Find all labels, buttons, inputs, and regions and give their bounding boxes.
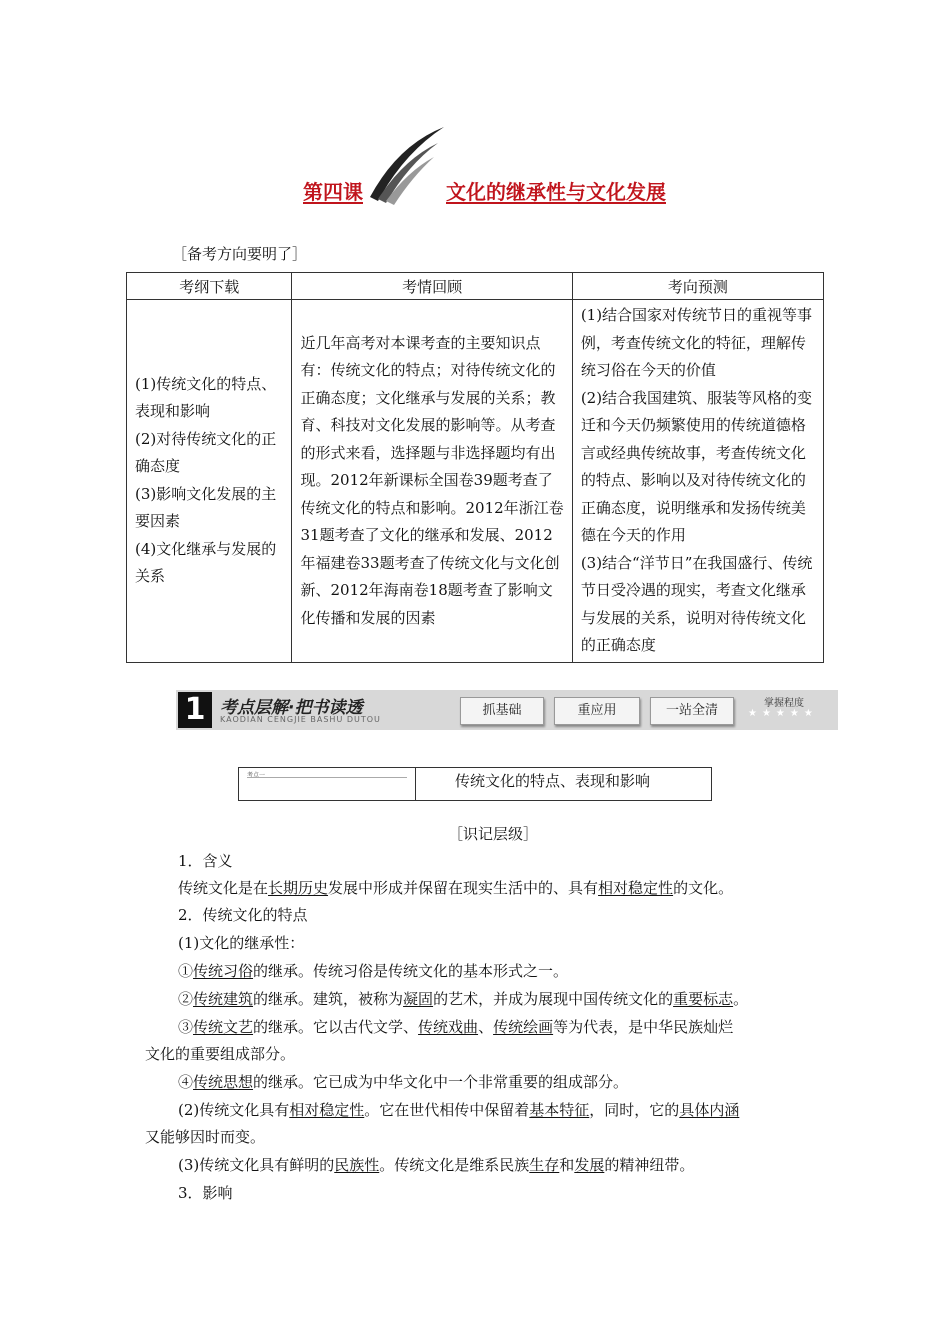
section-1-title: 1．含义: [178, 852, 233, 870]
syllabus-item: (2)对待传统文化的正确态度: [135, 429, 277, 476]
lesson-topic: 文化的继承性与文化发展: [446, 180, 666, 204]
review-cell: 近几年高考对本课考查的主要知识点有：传统文化的特点；对待传统文化的正确态度；文化继承与发展的关系；教育、科技对文化发展的影响等。从考查的形式来看，选择题与非选择题均有出现。2012年新课标全国卷39题考查了传统文化的特点和影响。2012年浙江卷31题考查了文化的继承和发展、2012年福建卷33题考查了传统文化与文化创新、2012年海南卷18题考查了影响文化传播和发展的因素: [292, 300, 572, 663]
header-review: 考情回顾: [292, 273, 572, 300]
point-customs: ①传统习俗的继承。传统习俗是传统文化的基本形式之一。: [178, 962, 569, 980]
header-forecast: 考向预测: [572, 273, 823, 300]
grasp-basics-button[interactable]: 抓基础: [460, 697, 544, 725]
point-architecture: ②传统建筑的继承。建筑，被称为凝固的艺术，并成为展现中国传统文化的重要标志。: [178, 990, 749, 1008]
syllabus-item: (3)影响文化发展的主要因素: [135, 484, 277, 531]
forecast-item: (3)结合“洋节日”在我国盛行、传统节日受冷遇的现实，考查文化继承与发展的关系，说明对待传统文化的正确态度: [580, 553, 813, 654]
point-stability-cont: 又能够因时而变。: [145, 1128, 266, 1146]
section-number: 1: [178, 692, 212, 728]
kp-number: 考点一: [247, 772, 266, 779]
section-2-title: 2．传统文化的特点: [178, 906, 308, 924]
forecast-item: (2)结合我国建筑、服装等风格的变迁和今天仍频繁使用的传统道德格言或经典传统故事，考查传统文化的特点、影响以及对待传统文化的正确态度，说明继承和发扬传统美德在今天的作用: [580, 388, 813, 544]
banner-subtitle: KAODIAN CENGJIE BASHU DUTOU: [220, 715, 381, 724]
point-arts-cont: 文化的重要组成部分。: [145, 1045, 296, 1063]
lesson-number: 第四课: [303, 180, 363, 204]
syllabus-item: (1)传统文化的特点、表现和影响: [135, 374, 277, 421]
lesson-title: [0, 170, 950, 210]
kp-title: 传统文化的特点、表现和影响: [455, 772, 651, 790]
section-3-title: 3．影响: [178, 1184, 233, 1202]
prep-label: ［备考方向要明了］: [172, 245, 308, 263]
syllabus-item: (4)文化继承与发展的关系: [135, 539, 277, 586]
exam-direction-table: [126, 272, 824, 663]
forecast-item: (1)结合国家对传统节日的重视等事例，考查传统文化的特征，理解传统习俗在今天的价值: [580, 306, 813, 379]
subsection-inheritance: (1)文化的继承性：: [178, 934, 305, 952]
section-banner: [176, 690, 838, 730]
point-stability: (2)传统文化具有相对稳定性。它在世代相传中保留着基本特征，同时，它的具体内涵: [178, 1101, 740, 1119]
forecast-cell: [572, 300, 823, 663]
point-thought: ④传统思想的继承。它已成为中华文化中一个非常重要的组成部分。: [178, 1073, 629, 1091]
banner-title: 考点层解·把书读透: [220, 698, 363, 718]
syllabus-cell: [127, 300, 292, 663]
star-icon: ★★★★★: [748, 708, 818, 719]
point-nationality: (3)传统文化具有鲜明的民族性。传统文化是维系民族生存和发展的精神纽带。: [178, 1156, 695, 1174]
level-label: ［识记层级］: [448, 825, 539, 843]
point-arts: ③传统文艺的继承。它以古代文学、传统戏曲、传统绘画等为代表，是中华民族灿烂: [178, 1018, 734, 1036]
knowledge-point-header: [238, 767, 712, 801]
all-clear-button[interactable]: 一站全清: [650, 697, 734, 725]
header-syllabus: 考纲下载: [127, 273, 292, 300]
apply-button[interactable]: 重应用: [554, 697, 640, 725]
mastery-label: 掌握程度: [764, 698, 804, 709]
definition-paragraph: 传统文化是在长期历史发展中形成并保留在现实生活中的、具有相对稳定性的文化。: [178, 879, 734, 897]
